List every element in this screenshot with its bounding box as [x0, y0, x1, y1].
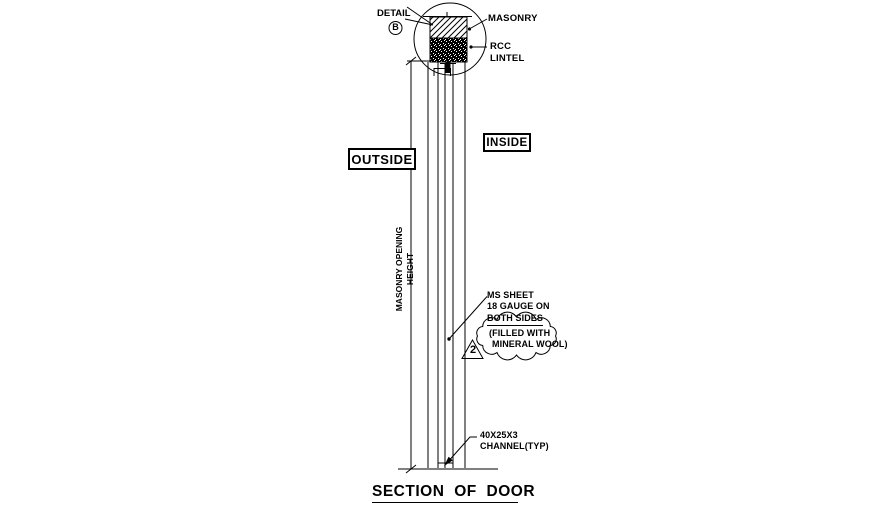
- door-frame-lines: [428, 62, 465, 468]
- ms-note-line4: (FILLED WITH: [489, 327, 551, 338]
- revision-marker-number: 2: [469, 344, 477, 356]
- ms-note-line5: MINERAL WOOL): [492, 339, 568, 350]
- channel-note-line2: CHANNEL(TYP): [480, 441, 549, 452]
- ms-note-line3: BOTH SIDES: [487, 313, 568, 326]
- inside-label: INSIDE: [486, 136, 528, 149]
- dimension-text-line2: HEIGHT: [404, 252, 415, 286]
- inside-label-box: [483, 133, 531, 152]
- outside-label: OUTSIDE: [351, 151, 413, 167]
- masonry-leader-dot: [468, 27, 471, 30]
- rcc-lintel-block: [430, 38, 467, 62]
- lintel-cap-line: [423, 12, 472, 17]
- masonry-label: MASONRY: [488, 13, 538, 24]
- channel-note: [480, 430, 549, 453]
- ms-note-line1: MS SHEET: [487, 290, 534, 300]
- ms-sheet-leader-dot: [447, 337, 450, 340]
- dimension-text-line1: MASONRY OPENING: [394, 226, 404, 312]
- ms-sheet-note: [487, 290, 568, 350]
- ms-sheet-leader: [449, 297, 487, 340]
- masonry-leader: [471, 19, 487, 28]
- rcc-leader-dot: [469, 45, 472, 48]
- outside-label-box: [348, 148, 416, 170]
- lintel-label: LINTEL: [490, 53, 525, 64]
- detail-bubble-letter: B: [392, 22, 399, 32]
- masonry-hatch-block: [430, 17, 467, 38]
- drawing-title: SECTION OF DOOR: [372, 483, 536, 500]
- detail-callout-label: DETAIL: [377, 8, 411, 19]
- masonry-opening-height-dimension-text: [394, 214, 416, 324]
- rcc-label: RCC: [490, 41, 512, 52]
- ms-note-line2: 18 GAUGE ON: [487, 301, 550, 312]
- channel-note-line1: 40X25X3: [480, 430, 518, 440]
